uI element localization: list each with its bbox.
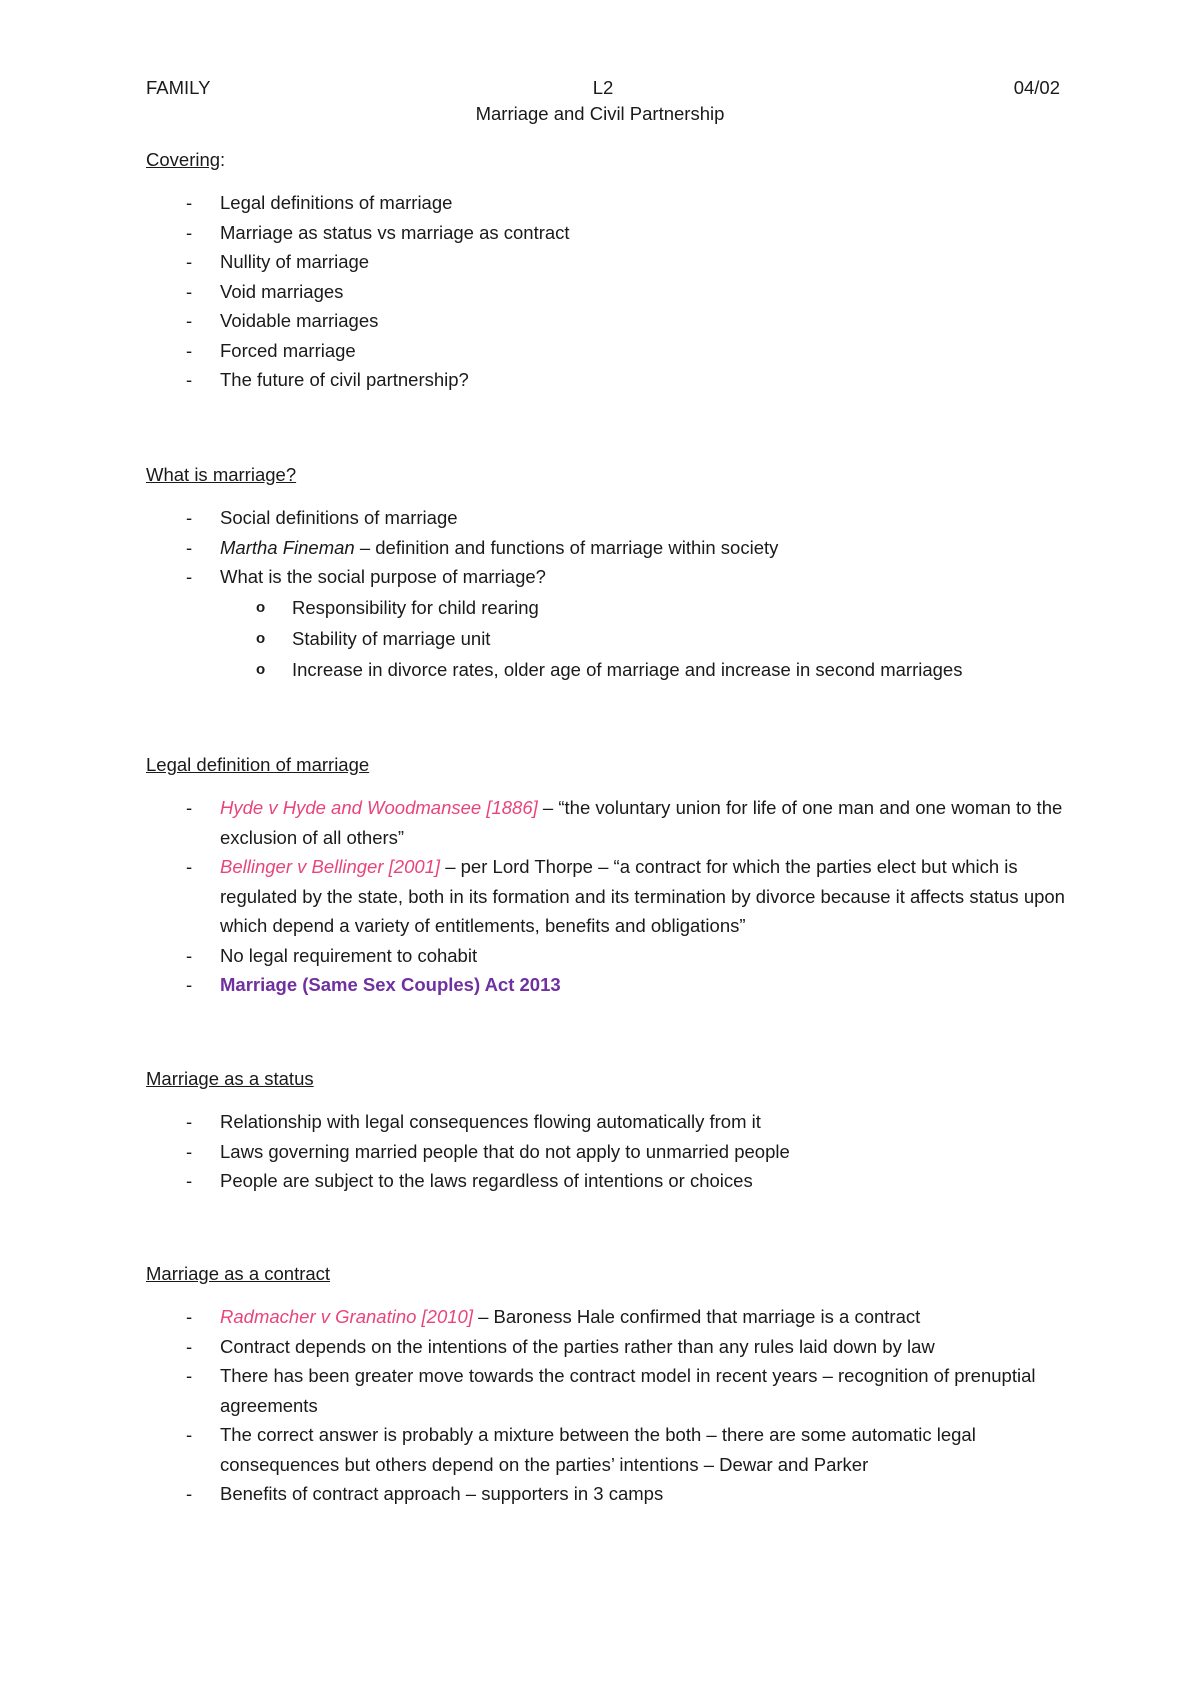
list-item bbox=[146, 1107, 1066, 1137]
list-item-text: People are subject to the laws regardless of intentions or choices bbox=[220, 1170, 753, 1191]
list-item-text: – per Lord Thorpe – “a contract for which the parties elect but which is regulated by the state, both in its formation and its termination by divorce because it affects status upon which depend a variety of entitlements, benefits and obligations” bbox=[220, 856, 1065, 936]
list-item bbox=[146, 277, 1066, 307]
list-item bbox=[146, 247, 1066, 277]
list-item-text: – definition and functions of marriage within society bbox=[354, 536, 779, 558]
section-what-is-marriage bbox=[146, 462, 1066, 685]
list-item bbox=[146, 1302, 1066, 1332]
list-item-text: Laws governing married people that do not apply to unmarried people bbox=[220, 1140, 790, 1162]
case-citation: Hyde v Hyde and Woodmansee [1886] bbox=[220, 797, 538, 818]
sub-list-item-text: Increase in divorce rates, older age of marriage and increase in second marriages bbox=[292, 658, 963, 680]
dash-bullet: - bbox=[186, 192, 193, 213]
covering-heading: Covering bbox=[146, 149, 221, 170]
list-item-text: No legal requirement to cohabit bbox=[220, 944, 478, 966]
list-item bbox=[146, 970, 1066, 1000]
list-item-text: Forced marriage bbox=[220, 339, 356, 361]
list-item bbox=[146, 336, 1066, 366]
legal-def-list bbox=[146, 793, 1066, 1000]
section-heading: Marriage as a contract bbox=[146, 1263, 331, 1284]
dash-bullet: - bbox=[186, 221, 193, 243]
list-item bbox=[146, 533, 1066, 563]
list-item bbox=[146, 306, 1066, 336]
case-citation: Radmacher v Granatino [2010] bbox=[220, 1306, 473, 1327]
list-item bbox=[146, 1420, 1066, 1479]
list-item-text: There has been greater move towards the contract model in recent years – recognition of prenuptial agreements bbox=[220, 1365, 1036, 1416]
section-legal-definition bbox=[146, 752, 1066, 1000]
dash-bullet: - bbox=[186, 566, 193, 587]
document-header bbox=[146, 75, 1060, 101]
author-name: Martha Fineman bbox=[220, 536, 355, 558]
dash-bullet: - bbox=[186, 1365, 193, 1386]
circle-bullet: o bbox=[256, 629, 266, 647]
section-heading: Marriage as a status bbox=[146, 1068, 314, 1089]
sub-list-item bbox=[146, 623, 1066, 654]
list-item bbox=[146, 562, 1066, 685]
dash-bullet: - bbox=[186, 536, 193, 558]
list-item bbox=[146, 1361, 1066, 1420]
sub-list bbox=[220, 592, 1066, 685]
dash-bullet: - bbox=[186, 1111, 193, 1132]
sub-list-item bbox=[146, 592, 1066, 623]
dash-bullet: - bbox=[186, 856, 193, 877]
dash-bullet: - bbox=[186, 251, 193, 272]
section-marriage-status bbox=[146, 1066, 1066, 1196]
dash-bullet: - bbox=[186, 507, 193, 528]
dash-bullet: - bbox=[186, 974, 193, 995]
list-item bbox=[146, 1166, 1066, 1196]
list-item-text: Nullity of marriage bbox=[220, 251, 370, 272]
list-item-text: The correct answer is probably a mixture between the both – there are some automatic legal consequences but others depend on the parties’ intentions – Dewar and Parker bbox=[220, 1424, 976, 1475]
list-item bbox=[146, 793, 1066, 852]
header-date: 04/02 bbox=[1013, 77, 1060, 98]
list-item-text: Voidable marriages bbox=[220, 310, 379, 331]
list-item-text: Contract depends on the intentions of the parties rather than any rules laid down by law bbox=[220, 1335, 935, 1357]
list-item bbox=[146, 1332, 1066, 1362]
list-item-text: Legal definitions of marriage bbox=[220, 192, 453, 213]
section-heading: Legal definition of marriage bbox=[146, 754, 370, 775]
section-marriage-contract bbox=[146, 1261, 1066, 1509]
header-subject: FAMILY bbox=[146, 77, 211, 98]
covering-colon: : bbox=[220, 149, 226, 170]
list-item-text: Relationship with legal consequences flowing automatically from it bbox=[220, 1111, 761, 1132]
dash-bullet: - bbox=[186, 369, 193, 390]
header-lecture: L2 bbox=[592, 77, 614, 98]
circle-bullet: o bbox=[256, 598, 266, 616]
list-item bbox=[146, 941, 1066, 971]
circle-bullet: o bbox=[256, 660, 266, 678]
dash-bullet: - bbox=[186, 944, 193, 966]
list-item bbox=[146, 365, 1066, 395]
dash-bullet: - bbox=[186, 1335, 193, 1357]
section-covering bbox=[146, 147, 1066, 395]
list-item-text: Void marriages bbox=[220, 280, 344, 302]
dash-bullet: - bbox=[186, 797, 193, 818]
list-item bbox=[146, 1137, 1066, 1167]
status-list bbox=[146, 1107, 1066, 1196]
statute-citation: Marriage (Same Sex Couples) Act 2013 bbox=[220, 974, 561, 995]
dash-bullet: - bbox=[186, 1140, 193, 1162]
list-item-text: The future of civil partnership? bbox=[220, 369, 469, 390]
dash-bullet: - bbox=[186, 1424, 193, 1445]
dash-bullet: - bbox=[186, 1170, 193, 1191]
dash-bullet: - bbox=[186, 280, 193, 302]
covering-list bbox=[146, 188, 1066, 395]
list-item bbox=[146, 1479, 1066, 1509]
sub-list-item-text: Responsibility for child rearing bbox=[292, 596, 539, 618]
sub-list-item bbox=[146, 654, 1066, 685]
dash-bullet: - bbox=[186, 310, 193, 331]
list-item-text: Marriage as status vs marriage as contract bbox=[220, 221, 570, 243]
section-heading: What is marriage? bbox=[146, 464, 297, 485]
contract-list bbox=[146, 1302, 1066, 1509]
sub-list-item-text: Stability of marriage unit bbox=[292, 627, 491, 649]
list-item-text: Social definitions of marriage bbox=[220, 507, 458, 528]
case-citation: Bellinger v Bellinger [2001] bbox=[220, 856, 441, 877]
list-item bbox=[146, 852, 1066, 941]
list-item-text: – Baroness Hale confirmed that marriage is a contract bbox=[472, 1306, 921, 1327]
dash-bullet: - bbox=[186, 339, 193, 361]
what-is-list bbox=[146, 503, 1066, 685]
section-heading bbox=[146, 147, 1066, 173]
dash-bullet: - bbox=[186, 1306, 193, 1327]
list-item bbox=[146, 188, 1066, 218]
dash-bullet: - bbox=[186, 1483, 193, 1504]
list-item bbox=[146, 503, 1066, 533]
list-item-text: What is the social purpose of marriage? bbox=[220, 566, 546, 587]
list-item bbox=[146, 218, 1066, 248]
list-item-text: – “the voluntary union for life of one man and one woman to the exclusion of all others” bbox=[220, 797, 1063, 848]
document-title: Marriage and Civil Partnership bbox=[475, 103, 725, 124]
list-item-text: Benefits of contract approach – supporters in 3 camps bbox=[220, 1483, 664, 1504]
